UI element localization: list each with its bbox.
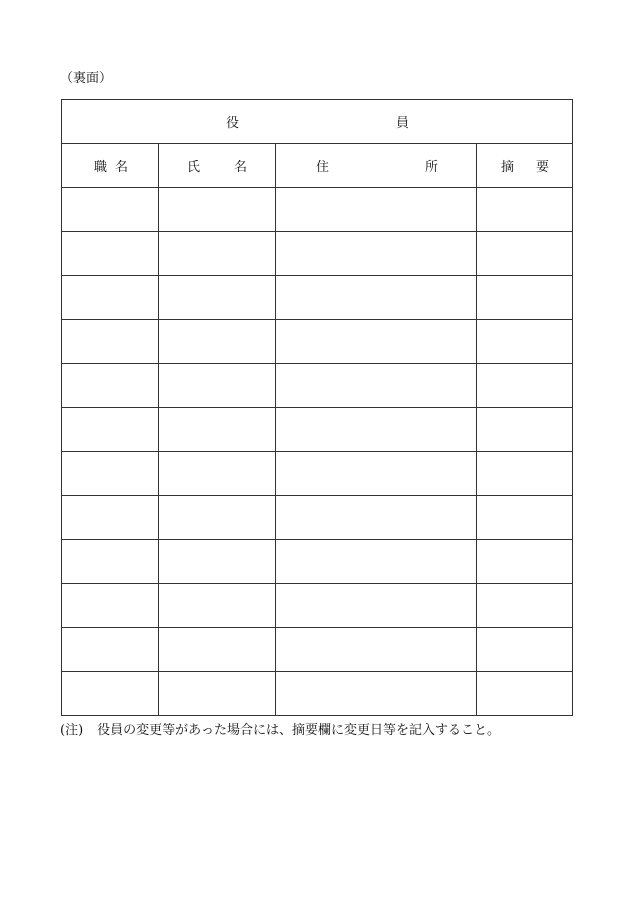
table-row <box>62 320 573 364</box>
cell-role <box>62 320 159 364</box>
cell-address <box>276 628 477 672</box>
cell-name <box>159 496 276 540</box>
cell-role <box>62 584 159 628</box>
cell-role <box>62 276 159 320</box>
table-title-char-1: 役 <box>226 116 240 131</box>
header-name-char-1: 氏 <box>187 160 201 175</box>
cell-role <box>62 628 159 672</box>
cell-name <box>159 364 276 408</box>
cell-remarks <box>477 320 573 364</box>
header-name <box>159 144 276 188</box>
cell-name <box>159 276 276 320</box>
table-row <box>62 628 573 672</box>
cell-role <box>62 496 159 540</box>
cell-remarks <box>477 584 573 628</box>
cell-remarks <box>477 540 573 584</box>
cell-remarks <box>477 276 573 320</box>
table-title-char-2: 員 <box>396 116 410 131</box>
cell-name <box>159 452 276 496</box>
cell-remarks <box>477 232 573 276</box>
table-row <box>62 540 573 584</box>
cell-role <box>62 540 159 584</box>
header-remarks-char-2: 要 <box>536 160 550 175</box>
cell-remarks <box>477 496 573 540</box>
cell-name <box>159 628 276 672</box>
page-label: （裏面） <box>60 71 113 86</box>
cell-role <box>62 364 159 408</box>
table-row <box>62 232 573 276</box>
cell-address <box>276 188 477 232</box>
cell-name <box>159 672 276 716</box>
table-row <box>62 496 573 540</box>
table-row <box>62 584 573 628</box>
table-row <box>62 188 573 232</box>
cell-role <box>62 408 159 452</box>
table-row <box>62 408 573 452</box>
officers-table <box>61 99 573 716</box>
table-row <box>62 672 573 716</box>
footnote <box>60 722 500 740</box>
header-role-char-1: 職 <box>94 160 108 175</box>
cell-name <box>159 188 276 232</box>
cell-remarks <box>477 408 573 452</box>
cell-address <box>276 320 477 364</box>
table-body <box>62 188 573 716</box>
cell-remarks <box>477 452 573 496</box>
cell-remarks <box>477 672 573 716</box>
table-title-cell <box>62 100 573 144</box>
cell-name <box>159 232 276 276</box>
footnote-text: 役員の変更等があった場合には、摘要欄に変更日等を記入すること。 <box>97 723 501 738</box>
table-row <box>62 452 573 496</box>
cell-address <box>276 276 477 320</box>
cell-remarks <box>477 188 573 232</box>
cell-role <box>62 232 159 276</box>
cell-name <box>159 320 276 364</box>
cell-address <box>276 408 477 452</box>
cell-remarks <box>477 628 573 672</box>
cell-role <box>62 672 159 716</box>
cell-address <box>276 232 477 276</box>
cell-address <box>276 584 477 628</box>
cell-name <box>159 540 276 584</box>
header-name-char-2: 名 <box>233 160 247 175</box>
footnote-mark: (注) <box>60 723 84 738</box>
header-address <box>276 144 477 188</box>
table-row <box>62 364 573 408</box>
header-remarks <box>477 144 573 188</box>
cell-name <box>159 584 276 628</box>
table-title-row <box>62 100 573 144</box>
header-address-char-2: 所 <box>424 160 438 175</box>
cell-role <box>62 452 159 496</box>
header-role-char-2: 名 <box>114 160 128 175</box>
cell-role <box>62 188 159 232</box>
table-header-row <box>62 144 573 188</box>
header-address-char-1: 住 <box>316 160 330 175</box>
cell-address <box>276 452 477 496</box>
cell-address <box>276 496 477 540</box>
header-remarks-char-1: 摘 <box>501 160 515 175</box>
cell-address <box>276 672 477 716</box>
cell-address <box>276 540 477 584</box>
cell-name <box>159 408 276 452</box>
cell-remarks <box>477 364 573 408</box>
table-row <box>62 276 573 320</box>
header-role <box>62 144 159 188</box>
cell-address <box>276 364 477 408</box>
